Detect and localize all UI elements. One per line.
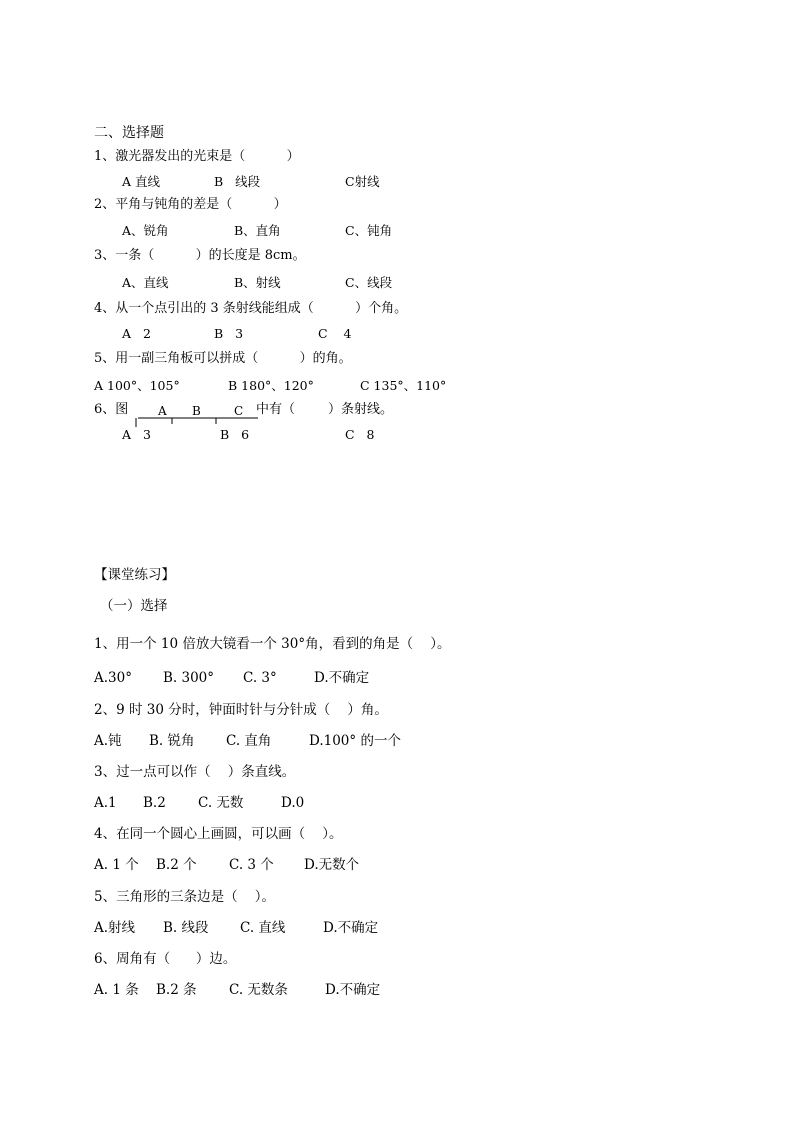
point-label-b: B (192, 404, 201, 418)
option-c: C. 3 个 (229, 857, 274, 873)
option-d: D.不确定 (314, 670, 370, 686)
option-d: D.不确定 (323, 920, 379, 936)
section-heading-choice: 二、选择题 (94, 125, 164, 141)
option-c: C. 无数 (198, 795, 244, 811)
option-b: B.2 (143, 795, 166, 811)
option-a: A. 1 条 (94, 982, 139, 998)
option-d: D.不确定 (325, 982, 381, 998)
section-heading-practice: 【课堂练习】 (94, 567, 175, 583)
option-b: B. 锐角 (149, 733, 195, 749)
option-a: A.30° (94, 670, 132, 686)
option-d: D.100° 的一个 (309, 733, 401, 749)
question-stem: 2、9 时 30 分时，钟面时针与分针成（ ）角。 (94, 702, 388, 718)
option-c: C. 直线 (240, 920, 286, 936)
point-label-c: C (234, 404, 244, 418)
option-c: C 8 (345, 427, 375, 442)
question-stem: 5、三角形的三条边是（ ）。 (94, 889, 276, 905)
option-a: A 3 (122, 427, 151, 442)
option-c: C. 直角 (226, 733, 272, 749)
option-b: B 线段 (214, 174, 261, 189)
question-stem: 4、在同一个圆心上画圆，可以画（ ）。 (94, 826, 343, 842)
option-c: C 135°、110° (360, 378, 447, 393)
option-a: A、直线 (122, 275, 169, 290)
option-a: A.钝 (94, 733, 122, 749)
option-a: A. 1 个 (94, 857, 139, 873)
option-a: A 直线 (122, 174, 161, 189)
option-b: B 180°、120° (228, 378, 314, 393)
option-b: B、直角 (234, 223, 281, 238)
point-label-a: A (158, 404, 167, 418)
question-stem: 1、激光器发出的光束是（ ） (94, 149, 300, 164)
question-stem: 3、一条（ ）的长度是 8cm。 (94, 248, 306, 263)
option-a: A.1 (94, 795, 117, 811)
option-a: A、锐角 (122, 223, 169, 238)
option-d: D.0 (281, 795, 305, 811)
option-a: A 2 (122, 326, 151, 341)
subsection-heading: （一）选择 (100, 598, 168, 614)
question-stem: 2、平角与钝角的差是（ ） (94, 197, 287, 212)
option-b: B.2 条 (156, 982, 197, 998)
option-c: C. 3° (243, 670, 277, 686)
option-a: A 100°、105° (94, 378, 180, 393)
question-stem: 6、周角有（ ）边。 (94, 951, 237, 967)
question-stem: 3、过一点可以作（ ）条直线。 (94, 764, 296, 780)
option-c: C 4 (318, 326, 352, 341)
question-stem-suffix: 中有（ ）条射线。 (256, 402, 394, 417)
option-b: B. 300° (163, 670, 215, 686)
option-b: B、射线 (234, 275, 281, 290)
question-stem: 5、用一副三角板可以拼成（ ）的角。 (94, 351, 352, 366)
option-b: B 6 (220, 427, 250, 442)
option-c: C、线段 (345, 275, 393, 290)
option-b: B.2 个 (156, 857, 197, 873)
option-c: C. 无数条 (229, 982, 288, 998)
option-b: B. 线段 (163, 920, 209, 936)
question-stem-prefix: 6、图 (94, 402, 129, 417)
option-d: D.无数个 (304, 857, 360, 873)
question-stem: 4、从一个点引出的 3 条射线能组成（ ）个角。 (94, 301, 408, 316)
option-c: C射线 (345, 174, 380, 189)
option-b: B 3 (214, 326, 244, 341)
option-c: C、钝角 (345, 223, 393, 238)
question-stem: 1、用一个 10 倍放大镜看一个 30°角，看到的角是（ ）。 (94, 636, 451, 652)
option-a: A.射线 (94, 920, 136, 936)
